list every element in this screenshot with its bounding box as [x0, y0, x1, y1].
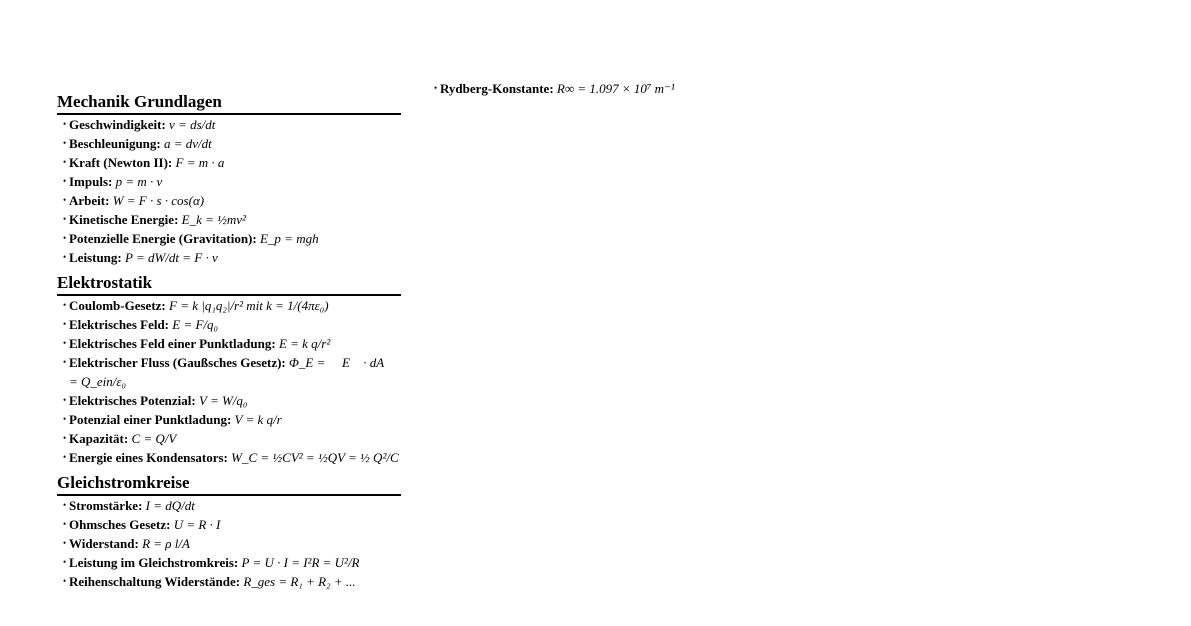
item-label: Widerstand: [69, 536, 139, 551]
section-elektrostatik [57, 273, 401, 467]
item-formula: E = k q/r² [278, 336, 331, 351]
item-formula: R_ges = R₁ + R₂ + ... [243, 574, 356, 589]
item-formula: Φ_E = ∮ E⃗ · dA⃗ = Q_ein/ε₀ [69, 355, 395, 389]
formula-list [57, 296, 401, 467]
item-label: Geschwindigkeit: [69, 117, 166, 132]
item-label: Rydberg-Konstante: [440, 81, 554, 96]
list-item [63, 496, 401, 515]
item-label: Ohmsches Gesetz: [69, 517, 171, 532]
list-item [63, 153, 401, 172]
item-formula: I = dQ/dt [145, 498, 195, 513]
item-label: Kapazität: [69, 431, 129, 446]
item-label: Potenzielle Energie (Gravitation): [69, 231, 257, 246]
item-label: Coulomb-Gesetz: [69, 298, 166, 313]
item-formula: V = W/q₀ [198, 393, 248, 408]
list-item [63, 448, 401, 467]
list-item [63, 391, 401, 410]
list-item [63, 229, 401, 248]
right-column [428, 79, 758, 98]
list-item [63, 315, 401, 334]
item-formula: C = Q/V [131, 431, 177, 446]
list-item [63, 210, 401, 229]
list-item [63, 191, 401, 210]
item-formula: E_k = ½mv² [181, 212, 246, 227]
list-item [63, 553, 401, 572]
list-item [63, 429, 401, 448]
item-formula: U = R · I [173, 517, 221, 532]
item-label: Beschleunigung: [69, 136, 161, 151]
section-title: Gleichstromkreise [57, 473, 401, 496]
item-label: Reihenschaltung Widerstände: [69, 574, 241, 589]
list-item [63, 172, 401, 191]
item-formula: P = dW/dt = F · v [124, 250, 218, 265]
list-item [63, 115, 401, 134]
formula-list [57, 115, 401, 267]
section-mechanik [57, 92, 401, 267]
list-item [63, 248, 401, 267]
list-item [63, 134, 401, 153]
item-label: Leistung: [69, 250, 122, 265]
list-item [63, 515, 401, 534]
list-item [63, 572, 401, 591]
list-item [63, 534, 401, 553]
item-formula: R = ρ l/A [142, 536, 190, 551]
section-title: Elektrostatik [57, 273, 401, 296]
item-label: Energie eines Kondensators: [69, 450, 228, 465]
item-formula: E_p = mgh [259, 231, 319, 246]
item-formula: W = F · s · cos(α) [112, 193, 205, 208]
left-column [57, 92, 401, 597]
item-label: Leistung im Gleichstromkreis: [69, 555, 239, 570]
item-formula: V = k q/r [234, 412, 282, 427]
section-gleichstromkreise [57, 473, 401, 591]
list-item [63, 334, 401, 353]
item-label: Arbeit: [69, 193, 110, 208]
item-label: Elektrisches Feld: [69, 317, 170, 332]
item-formula: E = F/q₀ [172, 317, 219, 332]
list-item [63, 353, 401, 391]
item-label: Potenzial einer Punktladung: [69, 412, 232, 427]
item-formula: v = ds/dt [169, 117, 216, 132]
item-formula: F = k |q₁q₂|/r² mit k = 1/(4πε₀) [169, 298, 329, 313]
list-item [434, 79, 758, 98]
formula-list [428, 79, 758, 98]
section-title: Mechanik Grundlagen [57, 92, 401, 115]
list-item [63, 410, 401, 429]
item-formula: W_C = ½CV² = ½QV = ½ Q²/C [231, 450, 399, 465]
item-label: Impuls: [69, 174, 113, 189]
item-label: Elektrisches Potenzial: [69, 393, 196, 408]
item-formula: a = dv/dt [164, 136, 212, 151]
item-formula: p = m · v [115, 174, 163, 189]
item-label: Elektrischer Fluss (Gaußsches Gesetz): [69, 355, 286, 370]
item-formula: F = m · a [175, 155, 225, 170]
item-label: Stromstärke: [69, 498, 143, 513]
list-item [63, 296, 401, 315]
formula-list [57, 496, 401, 591]
item-label: Elektrisches Feld einer Punktladung: [69, 336, 276, 351]
item-formula: P = U · I = I²R = U²/R [241, 555, 360, 570]
item-label: Kinetische Energie: [69, 212, 179, 227]
item-formula: R∞ = 1.097 × 10⁷ m⁻¹ [556, 81, 675, 96]
item-label: Kraft (Newton II): [69, 155, 173, 170]
